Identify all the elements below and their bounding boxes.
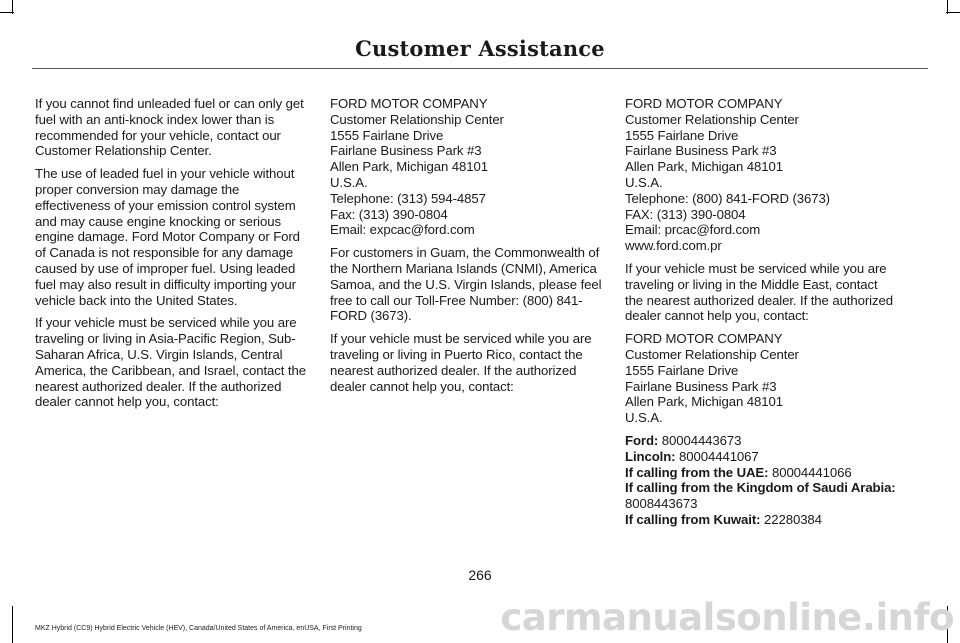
contact-value: 22280384 [760,511,822,527]
address-line: FORD MOTOR COMPANY [625,96,783,111]
address-line: Fairlane Business Park #3 [625,378,777,394]
page-number: 266 [468,567,492,583]
contact-value: 80004443673 [658,432,742,448]
column-2 [330,96,602,401]
page-title: Customer Assistance [355,36,605,61]
paragraph: If your vehicle must be serviced while you are traveling or living in Asia-Pacific Region, Sub-Saharan Africa, U.S. Virgin Islands, Central America, the Caribbean, and Israel, contact the nearest authorized dealer. If the authorized dealer cannot help you, contact: [35,315,306,410]
address-line: U.S.A. [330,174,368,190]
email-line: Email: expcac@ford.com [330,222,475,238]
column-1 [35,96,307,417]
contact-value: 80004441066 [768,464,852,480]
address-line: U.S.A. [625,410,663,426]
telephone-line: Telephone: (800) 841-FORD (3673) [625,190,830,206]
paragraph: If you cannot find unleaded fuel or can only get fuel with an anti-knock index lower than is recommended for your vehicle, contact our Customer Relationship Center. [35,96,304,159]
watermark: carmanualsonline.info [500,596,954,639]
header-divider [32,68,928,69]
address-line: 1555 Fairlane Drive [625,362,739,378]
address-line: U.S.A. [625,174,663,190]
contact-saudi [625,480,897,496]
paragraph: The use of leaded fuel in your vehicle without proper conversion may damage the effectiveness of your emission control system and may cause engine knocking or serious engine damage. Ford Motor Company or Ford of Canada is not responsible for any damage caused by use of improper fuel. Using leaded fuel may also result in difficulty importing your vehicle back into the United States. [35,166,300,308]
contact-ford [625,433,897,449]
fax-line: Fax: (313) 390-0804 [330,206,448,222]
contact-lincoln [625,449,897,465]
paragraph: If your vehicle must be serviced while you are traveling or living in the Middle East, contact the nearest authorized dealer. If the authorized dealer cannot help you, contact: [625,260,893,324]
address-line: FORD MOTOR COMPANY [330,96,488,111]
address-line: Customer Relationship Center [625,111,799,127]
address-line: Allen Park, Michigan 48101 [625,394,783,410]
address-line: 1555 Fairlane Drive [330,127,444,143]
contact-uae [625,465,897,481]
crop-mark [946,12,960,13]
address-block [330,96,602,238]
contact-label: If calling from the Kingdom of Saudi Arabia: [625,480,896,496]
contact-label: Lincoln: [625,448,676,464]
email-line: Email: prcac@ford.com [625,222,761,238]
contact-label: Ford: [625,432,659,448]
address-block [625,96,897,254]
phone-contacts [625,433,897,528]
address-line: Fairlane Business Park #3 [625,143,777,159]
crop-mark [0,12,14,13]
contact-label: If calling from Kuwait: [625,511,761,527]
address-line: 1555 Fairlane Drive [625,127,739,143]
paragraph: If your vehicle must be serviced while you are traveling or living in Puerto Rico, contact the nearest authorized dealer. If the authorized dealer cannot help you, contact: [330,331,592,394]
contact-label: If calling from the UAE: [625,464,769,480]
telephone-line: Telephone: (313) 594-4857 [330,190,486,206]
fax-line: FAX: (313) 390-0804 [625,206,746,222]
address-block [625,331,897,426]
column-3 [625,96,897,535]
website-line: www.ford.com.pr [625,238,722,254]
footer-text: MKZ Hybrid (CC9) Hybrid Electric Vehicle (HEV), Canada/United States of America, enUSA, First Printing [35,625,362,632]
crop-mark [12,606,13,643]
address-line: FORD MOTOR COMPANY [625,331,783,347]
address-line: Allen Park, Michigan 48101 [625,159,783,175]
paragraph: For customers in Guam, the Commonwealth of the Northern Mariana Islands (CNMI), America Samoa, and the U.S. Virgin Islands, please feel free to call our Toll-Free Number: (800) 841-FORD (3673). [330,245,602,324]
address-line: Customer Relationship Center [330,111,504,127]
address-line: Customer Relationship Center [625,346,799,362]
address-line: Allen Park, Michigan 48101 [330,159,488,175]
contact-value: 80004441067 [675,448,759,464]
contact-value: 8008443673 [625,496,698,512]
contact-kuwait [625,512,897,528]
address-line: Fairlane Business Park #3 [330,143,482,159]
